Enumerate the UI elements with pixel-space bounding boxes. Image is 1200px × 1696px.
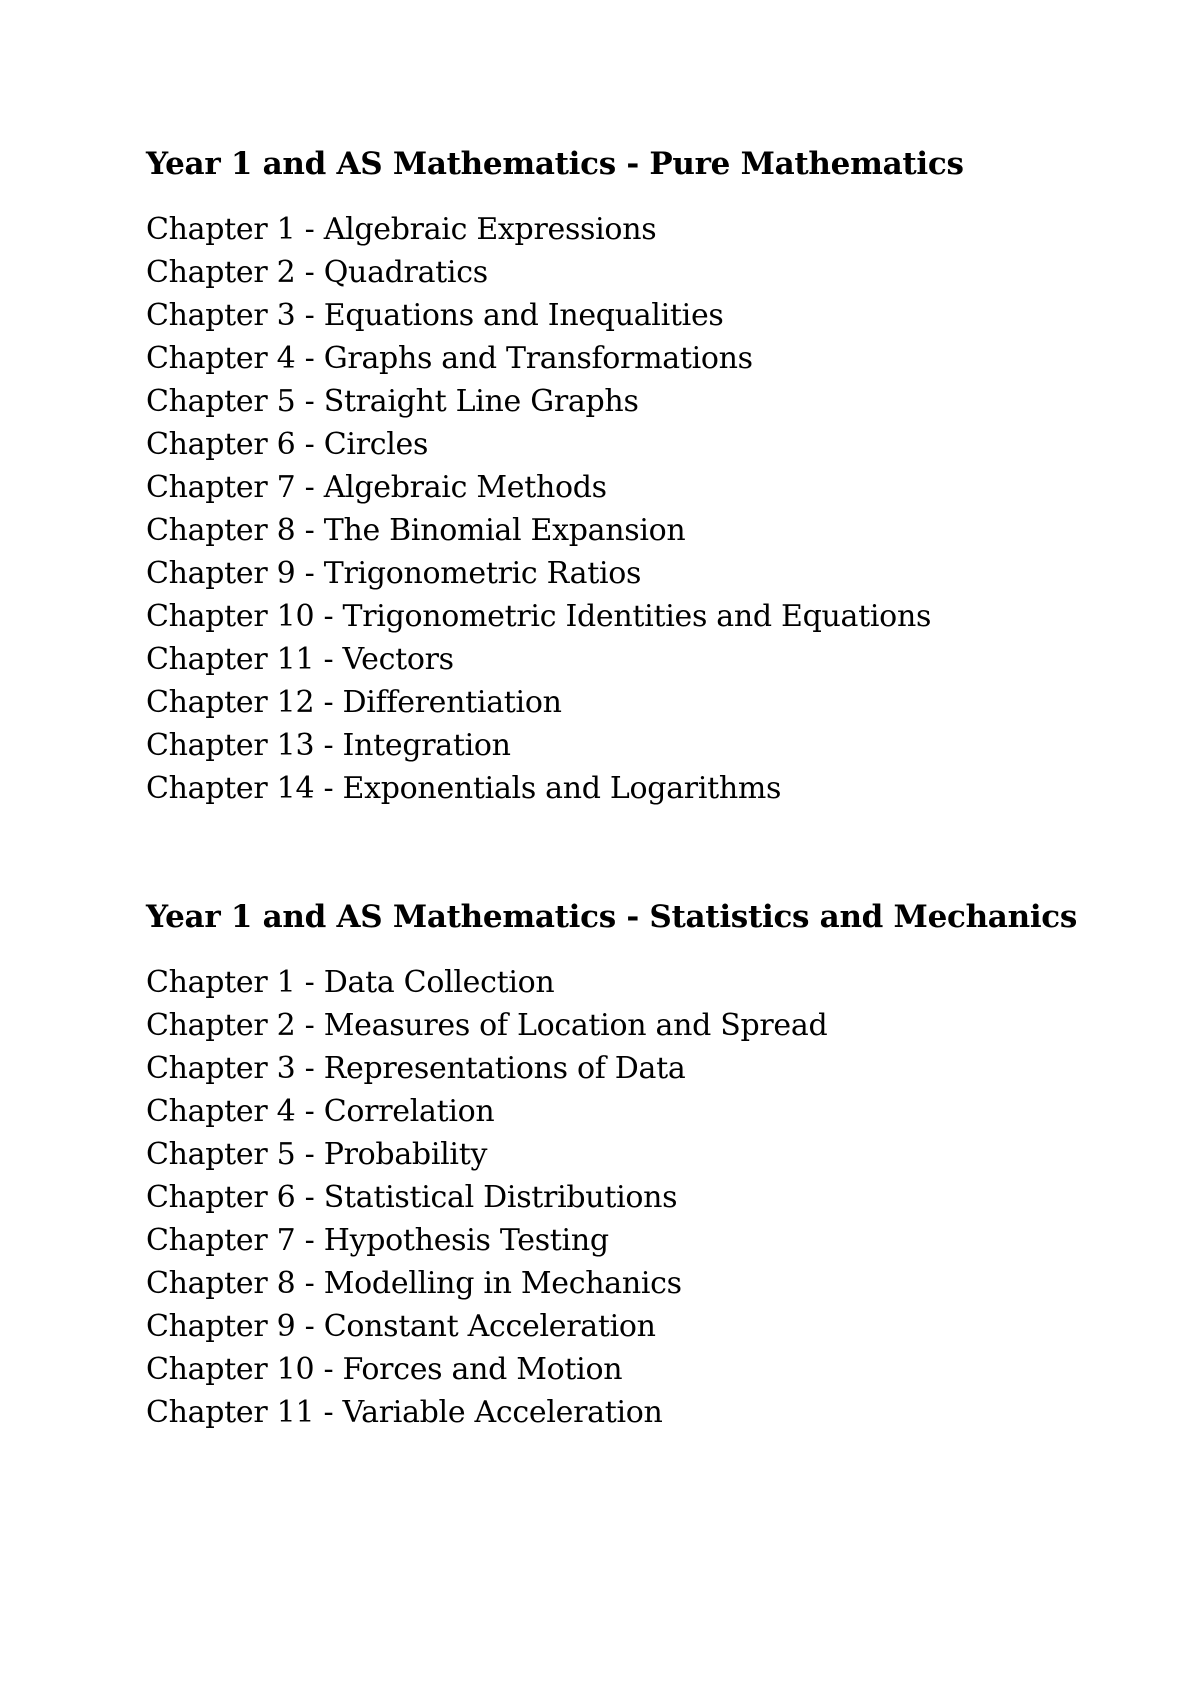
chapter-item: Chapter 11 - Variable Acceleration [146,1395,663,1430]
chapter-item: Chapter 7 - Hypothesis Testing [146,1223,609,1258]
chapter-item: Chapter 6 - Circles [146,427,429,462]
chapter-item: Chapter 1 - Data Collection [146,965,555,1000]
chapter-item: Chapter 2 - Quadratics [146,255,488,290]
chapter-item: Chapter 5 - Straight Line Graphs [146,384,639,419]
chapter-item: Chapter 1 - Algebraic Expressions [146,212,657,247]
chapter-item: Chapter 7 - Algebraic Methods [146,470,607,505]
chapter-list [146,961,1146,1434]
section-statistics-and-mechanics [146,895,1146,1434]
chapter-item: Chapter 2 - Measures of Location and Spread [146,1008,828,1043]
chapter-list [146,208,1146,810]
chapter-item: Chapter 3 - Equations and Inequalities [146,298,724,333]
chapter-item: Chapter 4 - Graphs and Transformations [146,341,753,376]
chapter-item: Chapter 5 - Probability [146,1137,488,1172]
chapter-item: Chapter 8 - Modelling in Mechanics [146,1266,682,1301]
chapter-item: Chapter 11 - Vectors [146,642,454,677]
chapter-item: Chapter 13 - Integration [146,728,511,763]
chapter-item: Chapter 6 - Statistical Distributions [146,1180,678,1215]
chapter-item: Chapter 3 - Representations of Data [146,1051,686,1086]
section-pure-mathematics [146,142,1146,810]
chapter-item: Chapter 4 - Correlation [146,1094,495,1129]
section-heading: Year 1 and AS Mathematics - Statistics and Mechanics [146,899,1078,935]
chapter-item: Chapter 12 - Differentiation [146,685,562,720]
section-heading: Year 1 and AS Mathematics - Pure Mathematics [146,146,964,182]
chapter-item: Chapter 14 - Exponentials and Logarithms [146,771,782,806]
chapter-item: Chapter 9 - Trigonometric Ratios [146,556,642,591]
chapter-item: Chapter 8 - The Binomial Expansion [146,513,686,548]
chapter-item: Chapter 9 - Constant Acceleration [146,1309,656,1344]
chapter-item: Chapter 10 - Trigonometric Identities and Equations [146,599,932,634]
chapter-item: Chapter 10 - Forces and Motion [146,1352,623,1387]
